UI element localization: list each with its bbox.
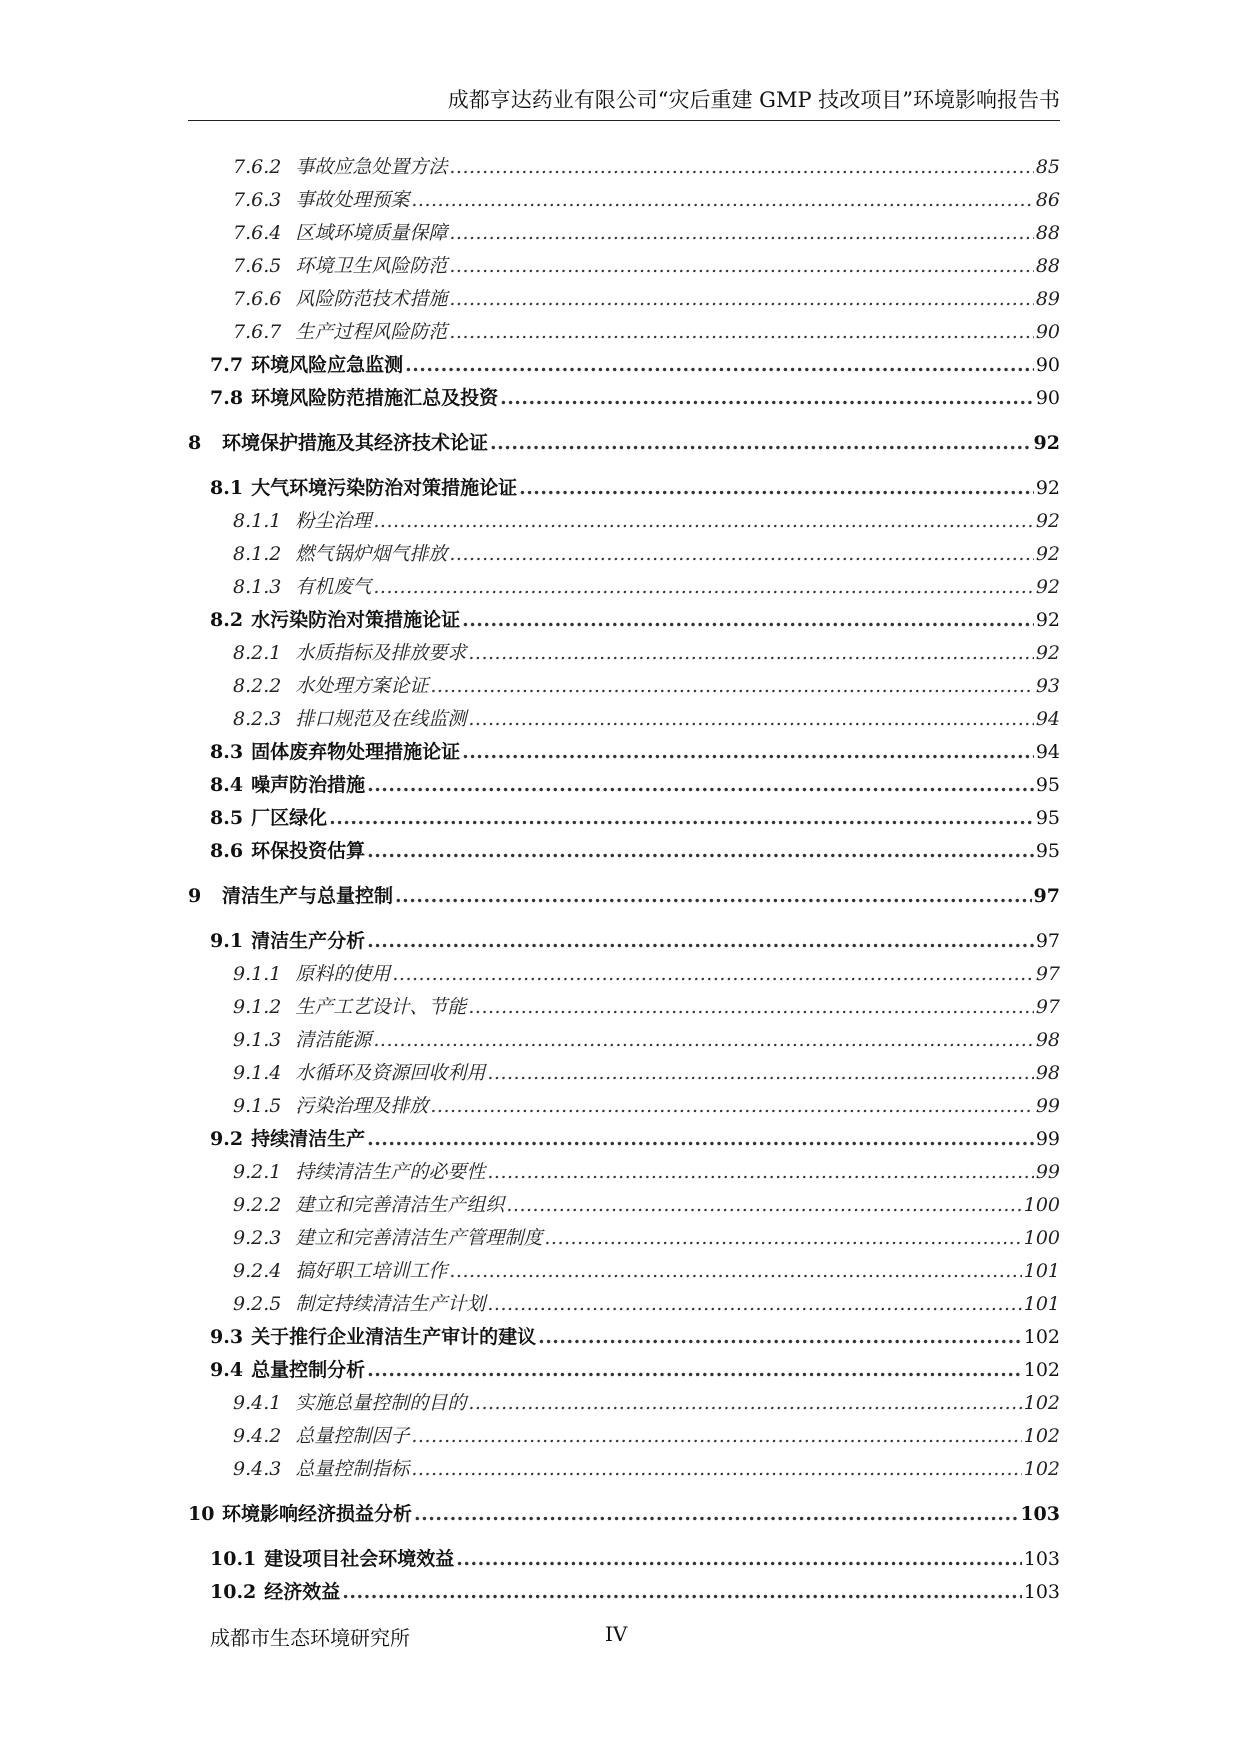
toc-entry-page: 98: [1035, 1029, 1060, 1051]
toc-entry-number: 10.1: [210, 1548, 257, 1570]
toc-entry-number: 9.2.3: [233, 1227, 282, 1249]
toc-entry-title: 风险防范技术措施: [295, 288, 448, 310]
toc-entry-title: 清洁能源: [295, 1029, 372, 1051]
toc-entry[interactable]: [188, 1355, 1060, 1388]
toc-dot-leader: [449, 156, 1033, 178]
toc-entry-page: 93: [1035, 675, 1060, 697]
toc-dot-leader: [414, 1503, 1018, 1525]
toc-entry-page: 99: [1035, 1095, 1060, 1117]
toc-entry-title: 持续清洁生产的必要性: [295, 1161, 486, 1183]
toc-dot-leader: [468, 1392, 1021, 1414]
toc-entry-number: 9.2.4: [233, 1260, 282, 1282]
toc-entry-title: 生产过程风险防范: [295, 321, 448, 343]
toc-entry-page: 101: [1023, 1260, 1060, 1282]
toc-entry-title: 排口规范及在线监测: [295, 708, 467, 730]
toc-dot-leader: [411, 1458, 1021, 1480]
toc-entry[interactable]: [188, 317, 1060, 350]
toc-entry-page: 100: [1023, 1194, 1060, 1216]
toc-entry-page: 102: [1023, 1359, 1060, 1381]
toc-entry-number: 8.3: [210, 741, 244, 763]
toc-entry-title: 总量控制指标: [295, 1458, 410, 1480]
toc-dot-leader: [329, 807, 1034, 829]
toc-entry-number: 9.1.4: [233, 1062, 282, 1084]
toc-entry[interactable]: [188, 737, 1060, 770]
toc-entry-title: 环保投资估算: [251, 840, 366, 862]
toc-entry-number: 9.4.2: [233, 1425, 282, 1447]
toc-entry[interactable]: [188, 671, 1060, 704]
toc-entry-page: 92: [1035, 609, 1060, 631]
toc-dot-leader: [468, 996, 1033, 1018]
toc-entry-number: 7.8: [210, 387, 244, 409]
toc-entry-page: 102: [1023, 1392, 1060, 1414]
toc-dot-leader: [373, 510, 1033, 532]
toc-entry-title: 总量控制因子: [295, 1425, 410, 1447]
toc-entry-title: 噪声防治措施: [251, 774, 366, 796]
toc-entry-title: 大气环境污染防治对策措施论证: [251, 477, 518, 499]
toc-entry-number: 7.6.7: [233, 321, 282, 343]
toc-entry-title: 水循环及资源回收利用: [295, 1062, 486, 1084]
toc-dot-leader: [449, 543, 1033, 565]
toc-entry[interactable]: [188, 1256, 1060, 1289]
toc-entry-number: 10.2: [210, 1581, 257, 1603]
toc-entry-page: 89: [1035, 288, 1060, 310]
toc-entry-page: 97: [1033, 885, 1060, 907]
toc-entry-page: 90: [1035, 354, 1060, 376]
toc-dot-leader: [456, 1548, 1021, 1570]
toc-entry-number: 9.4.3: [233, 1458, 282, 1480]
toc-dot-leader: [367, 1359, 1022, 1381]
toc-entry-title: 有机废气: [295, 576, 372, 598]
toc-entry-page: 102: [1023, 1425, 1060, 1447]
toc-dot-leader: [430, 1095, 1033, 1117]
toc-entry[interactable]: [188, 803, 1060, 836]
toc-entry-number: 9.2.1: [233, 1161, 282, 1183]
toc-entry[interactable]: [188, 1058, 1060, 1091]
toc-entry-page: 103: [1023, 1581, 1060, 1603]
toc-entry-page: 92: [1035, 576, 1060, 598]
toc-entry-number: 9.1.2: [233, 996, 282, 1018]
toc-entry-number: 9: [188, 885, 202, 907]
toc-dot-leader: [373, 576, 1033, 598]
toc-entry[interactable]: [188, 185, 1060, 218]
toc-dot-leader: [449, 255, 1033, 277]
toc-entry-title: 厂区绿化: [251, 807, 328, 829]
toc-entry-title: 搞好职工培训工作: [295, 1260, 448, 1282]
toc-dot-leader: [430, 675, 1033, 697]
toc-entry-number: 8.6: [210, 840, 244, 862]
toc-entry-number: 9.4: [210, 1359, 244, 1381]
toc-entry-title: 环境保护措施及其经济技术论证: [222, 432, 489, 454]
toc-entry-number: 8.4: [210, 774, 244, 796]
toc-entry-title: 制定持续清洁生产计划: [295, 1293, 486, 1315]
table-of-contents: [188, 152, 1060, 1610]
footer-page-number: IV: [605, 1622, 628, 1646]
toc-entry-number: 8.1.1: [233, 510, 282, 532]
toc-entry[interactable]: [188, 836, 1060, 869]
toc-dot-leader: [462, 609, 1034, 631]
toc-entry-number: 8.2: [210, 609, 244, 631]
toc-dot-leader: [367, 1128, 1034, 1150]
toc-entry-number: 9.4.1: [233, 1392, 282, 1414]
toc-entry-number: 7.6.5: [233, 255, 282, 277]
toc-dot-leader: [367, 774, 1034, 796]
toc-entry-page: 102: [1023, 1326, 1060, 1348]
toc-entry[interactable]: [188, 218, 1060, 251]
toc-entry[interactable]: [188, 1499, 1060, 1532]
toc-entry-page: 95: [1035, 774, 1060, 796]
toc-dot-leader: [449, 1260, 1021, 1282]
toc-entry-number: 8.2.1: [233, 642, 282, 664]
toc-entry-page: 92: [1035, 543, 1060, 565]
toc-entry-page: 101: [1023, 1293, 1060, 1315]
toc-dot-leader: [544, 1227, 1021, 1249]
toc-entry-title: 实施总量控制的目的: [295, 1392, 467, 1414]
toc-dot-leader: [392, 963, 1033, 985]
toc-entry-page: 88: [1035, 255, 1060, 277]
toc-dot-leader: [538, 1326, 1022, 1348]
toc-entry-number: 8.1: [210, 477, 244, 499]
toc-entry-number: 8.5: [210, 807, 244, 829]
toc-entry[interactable]: [188, 1454, 1060, 1487]
toc-entry[interactable]: [188, 992, 1060, 1025]
toc-entry[interactable]: [188, 1157, 1060, 1190]
toc-dot-leader: [411, 189, 1033, 211]
footer-organization: 成都市生态环境研究所: [210, 1626, 410, 1650]
toc-dot-leader: [367, 840, 1034, 862]
toc-entry-title: 清洁生产分析: [251, 930, 366, 952]
toc-entry-page: 103: [1023, 1548, 1060, 1570]
toc-dot-leader: [506, 1194, 1021, 1216]
toc-entry-title: 建立和完善清洁生产组织: [295, 1194, 505, 1216]
toc-entry-title: 环境风险应急监测: [251, 354, 404, 376]
toc-entry-title: 事故处理预案: [295, 189, 410, 211]
toc-entry[interactable]: [188, 1544, 1060, 1577]
toc-entry-number: 7.7: [210, 354, 244, 376]
toc-entry-number: 9.1.3: [233, 1029, 282, 1051]
toc-entry-page: 100: [1023, 1227, 1060, 1249]
toc-entry-number: 8.1.2: [233, 543, 282, 565]
toc-entry-number: 9.3: [210, 1326, 244, 1348]
toc-entry-page: 102: [1023, 1458, 1060, 1480]
toc-entry[interactable]: [188, 881, 1060, 914]
toc-entry-page: 94: [1035, 708, 1060, 730]
toc-entry[interactable]: [188, 1421, 1060, 1454]
toc-entry-number: 7.6.6: [233, 288, 282, 310]
toc-dot-leader: [405, 354, 1034, 376]
toc-entry-title: 水污染防治对策措施论证: [251, 609, 461, 631]
toc-entry-page: 90: [1035, 387, 1060, 409]
toc-entry-title: 水质指标及排放要求: [295, 642, 467, 664]
toc-dot-leader: [367, 930, 1034, 952]
toc-entry-page: 92: [1033, 432, 1060, 454]
toc-dot-leader: [500, 387, 1034, 409]
toc-entry[interactable]: [188, 770, 1060, 803]
toc-entry-page: 99: [1035, 1128, 1060, 1150]
toc-entry-number: 9.1.5: [233, 1095, 282, 1117]
toc-entry[interactable]: [188, 1190, 1060, 1223]
toc-entry-page: 92: [1035, 642, 1060, 664]
toc-entry-number: 9.2.2: [233, 1194, 282, 1216]
toc-dot-leader: [411, 1425, 1021, 1447]
toc-entry-number: 9.1.1: [233, 963, 282, 985]
toc-dot-leader: [449, 321, 1033, 343]
toc-entry-page: 97: [1035, 996, 1060, 1018]
toc-entry-title: 区域环境质量保障: [295, 222, 448, 244]
toc-entry-page: 97: [1035, 963, 1060, 985]
toc-entry-title: 污染治理及排放: [295, 1095, 429, 1117]
toc-entry[interactable]: [188, 926, 1060, 959]
toc-entry[interactable]: [188, 1091, 1060, 1124]
page-header: [188, 84, 1060, 121]
toc-entry-title: 关于推行企业清洁生产审计的建议: [251, 1326, 537, 1348]
toc-entry-number: 8.2.2: [233, 675, 282, 697]
toc-entry-page: 86: [1035, 189, 1060, 211]
toc-entry[interactable]: [188, 284, 1060, 317]
toc-entry-title: 环境风险防范措施汇总及投资: [251, 387, 499, 409]
toc-entry[interactable]: [188, 572, 1060, 605]
toc-entry[interactable]: [188, 350, 1060, 383]
toc-entry[interactable]: [188, 1388, 1060, 1421]
toc-dot-leader: [462, 741, 1034, 763]
toc-entry-number: 8.2.3: [233, 708, 282, 730]
toc-entry-number: 10: [188, 1503, 215, 1525]
toc-dot-leader: [487, 1062, 1033, 1084]
toc-entry-page: 98: [1035, 1062, 1060, 1084]
toc-entry[interactable]: [188, 638, 1060, 671]
toc-entry[interactable]: [188, 506, 1060, 539]
toc-entry[interactable]: [188, 704, 1060, 737]
toc-entry-title: 建立和完善清洁生产管理制度: [295, 1227, 543, 1249]
toc-entry-number: 8.1.3: [233, 576, 282, 598]
toc-entry-page: 95: [1035, 807, 1060, 829]
toc-dot-leader: [395, 885, 1032, 907]
toc-entry[interactable]: [188, 1124, 1060, 1157]
toc-dot-leader: [449, 288, 1033, 310]
toc-entry[interactable]: [188, 1322, 1060, 1355]
toc-entry-page: 85: [1035, 156, 1060, 178]
toc-entry-page: 90: [1035, 321, 1060, 343]
toc-entry[interactable]: [188, 1289, 1060, 1322]
toc-entry-number: 9.2: [210, 1128, 244, 1150]
toc-dot-leader: [373, 1029, 1033, 1051]
toc-entry-number: 9.2.5: [233, 1293, 282, 1315]
toc-entry-title: 固体废弃物处理措施论证: [251, 741, 461, 763]
toc-entry-page: 92: [1035, 510, 1060, 532]
toc-entry-page: 103: [1020, 1503, 1060, 1525]
toc-entry-title: 水处理方案论证: [295, 675, 429, 697]
toc-entry-title: 经济效益: [264, 1581, 341, 1603]
toc-entry-title: 环境影响经济损益分析: [222, 1503, 413, 1525]
toc-entry-number: 8: [188, 432, 202, 454]
toc-entry-page: 94: [1035, 741, 1060, 763]
toc-dot-leader: [449, 222, 1033, 244]
toc-entry[interactable]: [188, 428, 1060, 461]
toc-entry-page: 97: [1035, 930, 1060, 952]
toc-entry-number: 7.6.4: [233, 222, 282, 244]
toc-entry-title: 燃气锅炉烟气排放: [295, 543, 448, 565]
toc-entry[interactable]: [188, 605, 1060, 638]
toc-dot-leader: [342, 1581, 1021, 1603]
toc-entry-title: 事故应急处置方法: [295, 156, 448, 178]
toc-entry-page: 95: [1035, 840, 1060, 862]
toc-entry[interactable]: [188, 383, 1060, 416]
toc-entry[interactable]: [188, 959, 1060, 992]
toc-dot-leader: [487, 1293, 1021, 1315]
toc-entry-title: 原料的使用: [295, 963, 391, 985]
toc-entry[interactable]: [188, 539, 1060, 572]
toc-dot-leader: [487, 1161, 1033, 1183]
toc-entry-number: 7.6.3: [233, 189, 282, 211]
toc-entry-page: 88: [1035, 222, 1060, 244]
toc-entry-page: 99: [1035, 1161, 1060, 1183]
toc-dot-leader: [468, 708, 1033, 730]
toc-entry[interactable]: [188, 251, 1060, 284]
toc-entry-number: 7.6.2: [233, 156, 282, 178]
toc-entry[interactable]: [188, 473, 1060, 506]
toc-entry-title: 粉尘治理: [295, 510, 372, 532]
toc-entry-title: 生产工艺设计、节能: [295, 996, 467, 1018]
document-title: 成都亨达药业有限公司“灾后重建 GMP 技改项目”环境影响报告书: [447, 88, 1060, 112]
toc-entry[interactable]: [188, 1025, 1060, 1058]
toc-entry-title: 总量控制分析: [251, 1359, 366, 1381]
toc-entry-title: 持续清洁生产: [251, 1128, 366, 1150]
toc-entry[interactable]: [188, 1577, 1060, 1610]
toc-dot-leader: [490, 432, 1032, 454]
toc-dot-leader: [519, 477, 1034, 499]
toc-entry-page: 92: [1035, 477, 1060, 499]
toc-entry[interactable]: [188, 152, 1060, 185]
toc-entry-title: 清洁生产与总量控制: [222, 885, 394, 907]
toc-entry-number: 9.1: [210, 930, 244, 952]
toc-entry[interactable]: [188, 1223, 1060, 1256]
toc-dot-leader: [468, 642, 1033, 664]
toc-entry-title: 建设项目社会环境效益: [264, 1548, 455, 1570]
toc-entry-title: 环境卫生风险防范: [295, 255, 448, 277]
